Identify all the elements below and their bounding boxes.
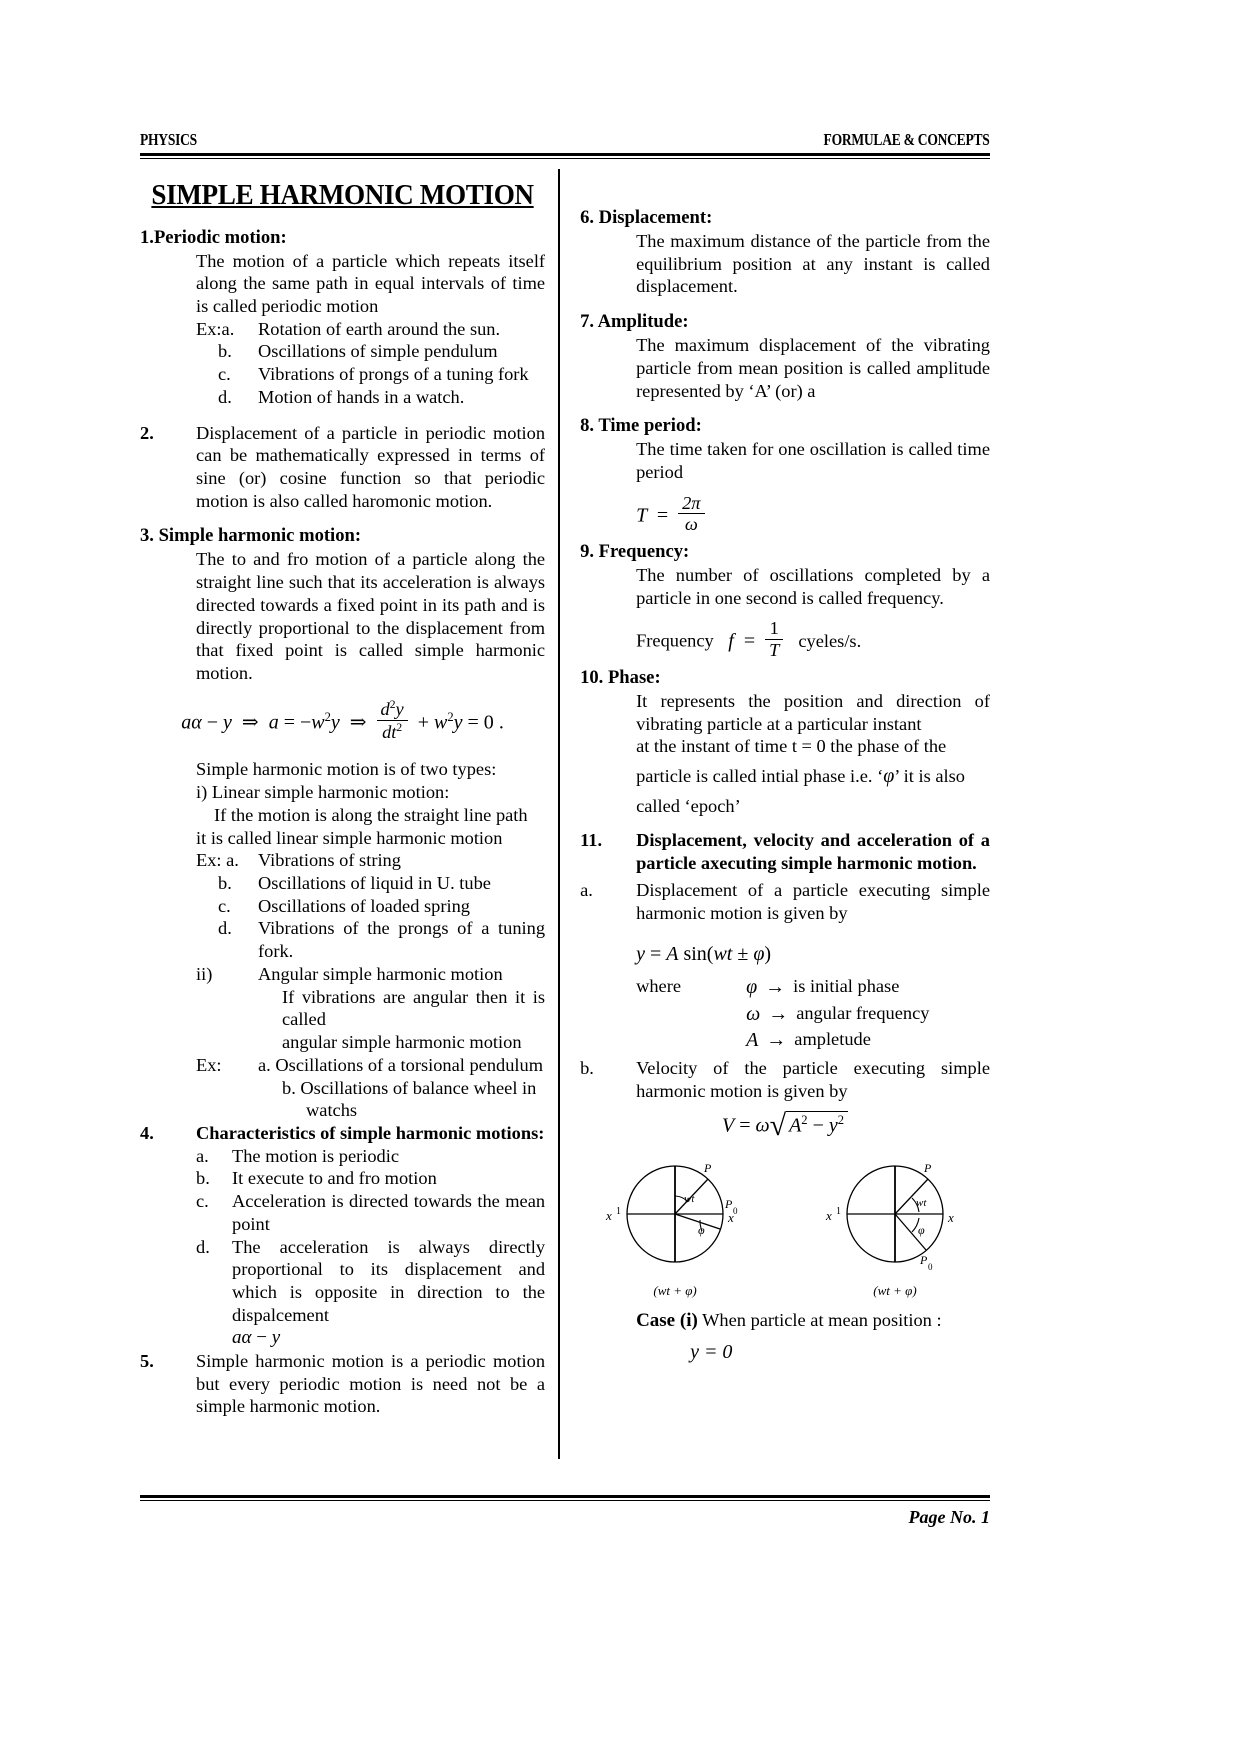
example-text: Vibrations of the prongs of a tuning fork. [258,918,546,962]
section-10-body-d: called ‘epoch’ [636,795,741,816]
label-x-right: x [948,1209,954,1225]
section-6-heading: 6. Displacement: [580,207,713,228]
section-4-relation: aα − y [232,1327,281,1349]
where-text: is initial phase [793,976,900,997]
shm-type2-label: ii) [196,963,213,984]
example-label: b. [282,1077,296,1098]
phasor-svg-left [580,1152,770,1277]
phasor-diagram-right [800,1152,990,1299]
section-simple-harmonic-motion [140,525,545,1122]
section-10-body-a: It represents the position and direction of vibrating particle at a particular instant [636,690,990,734]
left-column [140,169,558,1491]
item-body-a: Displacement of a particle executing simple harmonic motion is given by [636,879,990,923]
example-body: Oscillations of a torsional pendulum [275,1054,544,1075]
where-text: angular frequency [796,1002,930,1023]
label-wt: wt [916,1196,927,1209]
page-columns [140,169,990,1491]
where-symbol: A [746,1029,759,1052]
label-P: P [704,1160,712,1175]
eq-label: Frequency [636,630,714,651]
section-displacement [580,207,990,298]
example-row-cont: watchs [306,1100,358,1121]
section-5-number: 5. [140,1350,154,1371]
case-text: When particle at mean position : [702,1309,942,1330]
example-text: Oscillations of loaded spring [258,895,470,916]
where-text: ampletude [794,1029,871,1050]
item-label-b: b. [580,1058,594,1079]
label-P0: P [725,1196,733,1211]
phi-symbol: φ [883,765,895,788]
section-2-body: Displacement of a particle in periodic motion can be mathematically expressed in terms of sine (or) cosine function so that periodic motion is also called haromonic motion. [196,422,546,511]
eq-denominator: ω [678,513,704,535]
time-period-equation: T = $\frac{2\pi}{\omega}$ [636,494,990,535]
section-3-body: The to and fro motion of a particle along the straight line such that its acceleration is always directed towards a fixed point in its path and is directly proportional to the displacement from that fixed point is called simple harmonic motion. [196,549,546,683]
label-x-left: x [606,1207,612,1223]
label-x-prime: 1 [836,1205,841,1217]
section-7-body: The maximum displacement of the vibrating particle from mean position is called amplitude represented by ‘A’ (or) a [636,335,990,401]
item-label: d. [196,1236,210,1257]
header-left-text: PHYSICS [140,130,197,149]
case-equation: y = 0 [690,1341,733,1364]
shm-type1-body-b: it is called linear simple harmonic motion [196,827,503,848]
example-label: Ex:a. [196,318,235,339]
item-label: c. [196,1191,209,1212]
example-text: Rotation of earth around the sun. [258,318,501,339]
shm-type2-heading: Angular simple harmonic motion [258,963,503,984]
item-text: It execute to and fro motion [232,1168,437,1189]
section-1-examples [196,318,545,409]
label-wt: wt [684,1192,695,1205]
example-label: c. [218,364,231,385]
footer-rule [140,1495,990,1501]
section-4 [140,1122,545,1145]
item-label-a: a. [580,879,593,900]
arrow-icon: → [765,976,786,999]
example-body: Oscillations of balance wheel in [300,1077,537,1098]
where-block [636,975,990,1053]
eq-numerator: 2π [682,492,701,513]
section-8-body: The time taken for one oscillation is called time period [636,439,990,482]
column-divider [558,169,560,1459]
label-P0-sub: 0 [733,1205,738,1216]
example-text: Vibrations of string [258,850,401,871]
figure-caption-left: (wt + φ) [653,1282,697,1298]
section-1-body: The motion of a particle which repeats itself along the same path in equal intervals of time is called periodic motion [196,250,546,316]
section-3-heading: 3. Simple harmonic motion: [140,525,362,547]
shm-type2-ex-label: Ex: [196,1054,222,1075]
page-title: SIMPLE HARMONIC MOTION [151,180,534,211]
section-10-body-b: at the instant of time t = 0 the phase of the [636,736,947,757]
where-label: where [636,976,681,997]
section-11-number: 11. [580,830,603,851]
section-1-heading: 1.Periodic motion: [140,226,287,248]
section-4-number: 4. [140,1122,154,1143]
header-rule [140,153,990,159]
item-text: The acceleration is always directly proportional to its displacement and which is opposite in direction to the dispalcement [232,1236,546,1325]
example-label: b. [218,341,232,362]
section-2-number: 2. [140,422,154,443]
example-text: Oscillations of simple pendulum [258,341,498,362]
shm-type2 [196,963,545,1122]
arrow-icon: → [768,1002,789,1025]
section-10-body-c [636,764,990,789]
frequency-equation: Frequency f = $\frac{1}{T}$ cyeles/s. [636,618,862,661]
label-P0-sub: 0 [928,1261,933,1272]
section-8-heading: 8. Time period: [580,415,702,437]
arrow-icon: → [766,1029,787,1052]
header-right-text: FORMULAE & CONCEPTS [823,130,990,149]
section-5-body: Simple harmonic motion is a periodic motion but every periodic motion is need not be a simple harmonic motion. [196,1350,546,1417]
section-4-heading: Characteristics of simple harmonic motions: [196,1122,545,1143]
phasor-diagram-left [580,1152,770,1299]
phase-text-post: ’ it is also [894,766,965,787]
example-label: a. [258,1054,271,1075]
shm-acceleration-equation: aα − y ⇒ $a = -w^2y$ ⇒ $\frac{d^2y}{dt^2}$ + $w^2y = 0$ . [181,697,504,742]
section-9-heading: 9. Frequency: [580,541,690,563]
example-label: c. [218,895,231,916]
section-11-heading: Displacement, velocity and acceleration of a particle axecuting simple harmonic motion. [636,830,990,874]
velocity-equation: V = ω√ $A^2 - y^2$ [580,1111,990,1138]
section-6-body: The maximum distance of the particle from the equilibrium position at any instant is called displacement. [636,230,990,297]
shm-type1-heading: i) Linear simple harmonic motion: [196,782,450,803]
example-row [282,1077,545,1100]
section-phase [580,667,990,818]
section-2 [140,422,545,513]
example-text [258,1054,545,1077]
item-label: a. [196,1145,209,1166]
section-frequency [580,541,990,661]
section-7-heading: 7. Amplitude: [580,311,689,333]
where-symbol: ω [746,1002,761,1025]
example-text: Oscillations of liquid in U. tube [258,873,491,894]
eq-lhs: f [728,629,734,652]
where-symbol: φ [746,976,758,999]
section-11 [580,829,990,874]
running-header [140,130,990,150]
phasor-svg-right [800,1152,990,1277]
phasor-diagrams [580,1152,990,1299]
eq-numerator: 1 [769,618,779,639]
case-line [636,1309,990,1332]
section-4-items [196,1145,545,1350]
label-x-right: x [728,1209,734,1225]
item-body-b: Velocity of the particle executing simple harmonic motion is given by [636,1058,990,1101]
shm-type2-body-a: If vibrations are angular then it is called [282,986,546,1030]
example-label: b. [218,873,232,894]
section-10-heading: 10. Phase: [580,666,661,688]
item-label: b. [196,1168,210,1189]
section-time-period [580,415,990,535]
section-11-a [580,879,990,924]
phase-text-pre: particle is called intial phase i.e. ‘ [636,766,884,787]
section-9-body: The number of oscillations completed by a particle in one second is called frequency. [636,565,990,608]
section-11-b [580,1057,990,1102]
eq-unit: cyeles/s. [798,630,862,651]
figure-caption-right: (wt + φ) [873,1282,917,1298]
label-P0: P [920,1252,928,1267]
page-number: Page No. 1 [908,1507,990,1527]
right-column [572,169,990,1491]
label-x-left: x [826,1207,832,1223]
example-text: Motion of hands in a watch. [258,386,465,407]
label-P: P [924,1160,932,1175]
shm-type1-examples [196,849,545,963]
example-label: Ex: a. [196,850,239,871]
example-text: Vibrations of prongs of a tuning fork [258,364,529,385]
item-text: Acceleration is directed towards the mean point [232,1191,546,1234]
label-phi: φ [698,1222,705,1237]
section-amplitude [580,311,990,402]
shm-type2-body-b: angular simple harmonic motion [282,1032,522,1053]
document-page [140,130,990,1527]
case-label: Case (i) [636,1309,698,1331]
section-5 [140,1350,545,1418]
example-label: d. [218,918,232,939]
shm-type1-body-a: If the motion is along the straight line path [214,804,528,825]
label-x-prime: 1 [616,1205,622,1217]
shm-types-intro: Simple harmonic motion is of two types: [196,759,497,780]
item-text: The motion is periodic [232,1145,400,1166]
eq-lhs: T [636,503,647,526]
eq-denominator: T [765,639,783,661]
displacement-equation: y = A sin(wt ± φ) [636,943,772,966]
label-phi: φ [918,1222,925,1237]
section-periodic-motion [140,227,545,409]
example-label: d. [218,386,232,407]
